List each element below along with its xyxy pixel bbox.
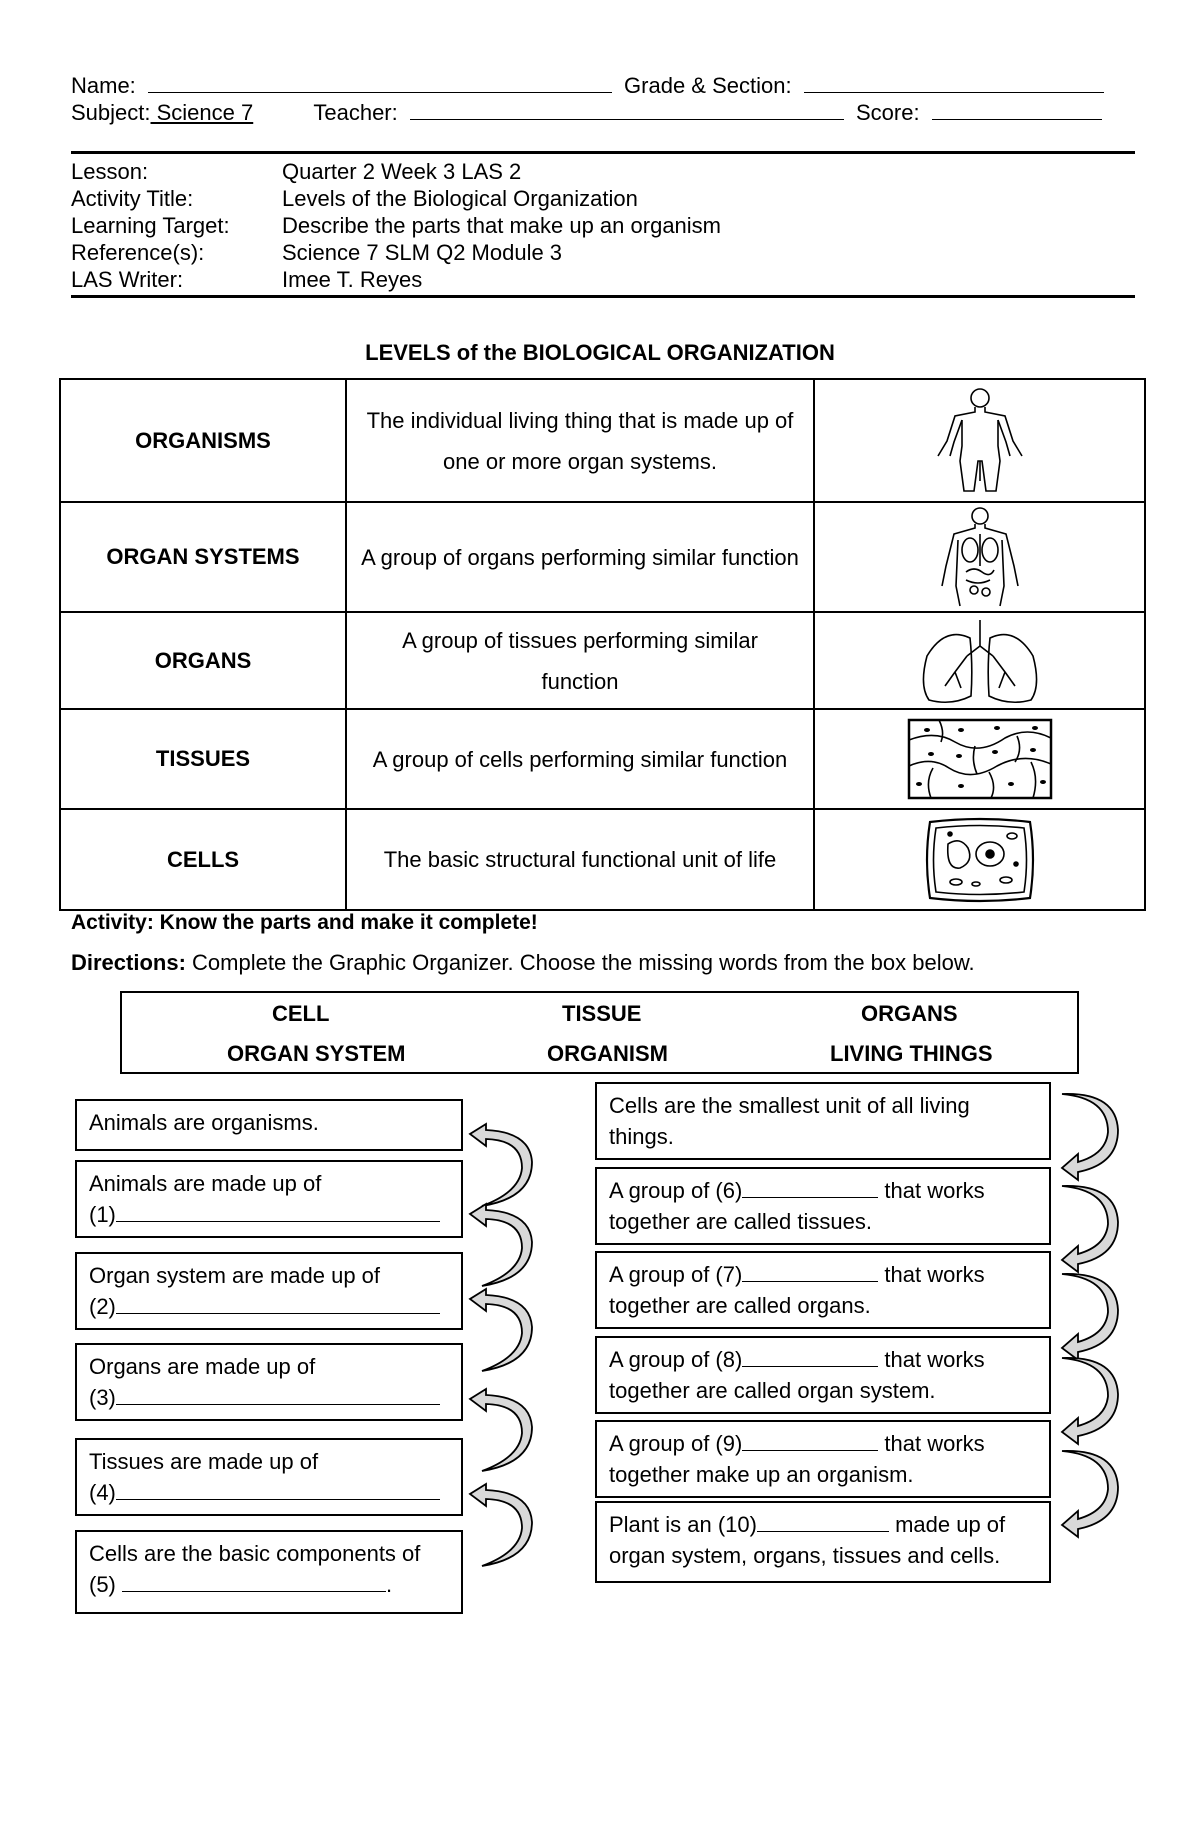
box-text: that works (878, 1178, 985, 1203)
organ-system-icon (930, 506, 1030, 608)
answer-blank-3[interactable] (116, 1384, 440, 1405)
box-text: A group of (8) (609, 1347, 743, 1372)
curved-arrow-up-icon (466, 1470, 546, 1570)
activity-title-label: Activity Title: (71, 186, 194, 211)
picture-cell (814, 379, 1145, 502)
teacher-field[interactable] (410, 99, 844, 120)
word-option: ORGANS (861, 1001, 958, 1026)
table-row (60, 809, 1145, 910)
table-row (60, 709, 1145, 809)
answer-blank-10[interactable] (757, 1511, 889, 1532)
lesson-value: Quarter 2 Week 3 LAS 2 (282, 159, 522, 184)
organizer-box (595, 1420, 1051, 1498)
organizer-box (595, 1251, 1051, 1329)
levels-table (59, 378, 1146, 911)
divider-bottom (71, 295, 1135, 298)
box-text: Plant is an (10) (609, 1512, 757, 1537)
organizer-box (595, 1501, 1051, 1583)
box-text: together make up an organism. (609, 1462, 914, 1487)
picture-cell (814, 612, 1145, 709)
word-option: ORGANISM (547, 1041, 668, 1066)
box-text: together are called organ system. (609, 1378, 936, 1403)
box-text: made up of (888, 1512, 1006, 1537)
level-description: The basic structural functional unit of life (346, 809, 814, 910)
blank-number: (1) (89, 1202, 116, 1227)
level-name: ORGANISMS (60, 379, 346, 502)
answer-blank-1[interactable] (116, 1201, 440, 1222)
level-description: A group of organs performing similar function (346, 502, 814, 612)
curved-arrow-up-icon (466, 1275, 546, 1375)
answer-blank-6[interactable] (742, 1177, 878, 1198)
picture-cell (814, 809, 1145, 910)
box-text: together are called organs. (609, 1293, 871, 1318)
organizer-box (595, 1336, 1051, 1414)
box-text: . (386, 1572, 393, 1597)
word-box (120, 991, 1079, 1074)
score-field[interactable] (932, 99, 1102, 120)
human-body-icon (920, 386, 1040, 496)
writer-value: Imee T. Reyes (282, 267, 423, 292)
word-option: CELL (272, 1001, 330, 1026)
box-text: organ system, organs, tissues and cells. (609, 1543, 1001, 1568)
organizer-box (595, 1082, 1051, 1160)
organizer-box (75, 1252, 463, 1330)
level-description: The individual living thing that is made up of one or more organ systems. (346, 379, 814, 502)
organizer-box (75, 1160, 463, 1238)
box-text: Cells are the smallest unit of all living (609, 1093, 970, 1118)
activity-title: Activity: Know the parts and make it complete! (71, 911, 538, 934)
box-text: Animals are organisms. (89, 1110, 319, 1135)
box-text: things. (609, 1124, 674, 1149)
answer-blank-8[interactable] (742, 1346, 878, 1367)
box-text: A group of (7) (609, 1262, 743, 1287)
organizer-box (75, 1099, 463, 1151)
box-text: Cells are the basic components of (89, 1541, 421, 1566)
grade-section-field[interactable] (804, 72, 1104, 93)
writer-label: LAS Writer: (71, 267, 184, 292)
organizer-box (75, 1438, 463, 1516)
tissue-icon (905, 716, 1055, 802)
table-row (60, 502, 1145, 612)
directions-label: Directions: (71, 950, 186, 975)
organizer-box (75, 1343, 463, 1421)
references-value: Science 7 SLM Q2 Module 3 (282, 240, 563, 265)
table-row (60, 612, 1145, 709)
curved-arrow-down-icon (1056, 1352, 1126, 1448)
references-label: Reference(s): (71, 240, 205, 265)
cell-icon (920, 814, 1040, 906)
directions-text: Complete the Graphic Organizer. Choose the missing words from the box below. (185, 950, 975, 975)
table-title: LEVELS of the BIOLOGICAL ORGANIZATION (365, 340, 835, 365)
learning-target-label: Learning Target: (71, 213, 230, 238)
grade-label: Grade & Section: (624, 73, 792, 98)
curved-arrow-down-icon (1056, 1268, 1126, 1364)
directions (71, 950, 975, 976)
blank-number: (5) (89, 1572, 122, 1597)
subject-line (71, 99, 1102, 126)
picture-cell (814, 502, 1145, 612)
word-option: TISSUE (562, 1001, 642, 1026)
level-name: TISSUES (60, 709, 346, 809)
box-text: Tissues are made up of (89, 1449, 319, 1474)
box-text: that works (878, 1347, 985, 1372)
level-name: ORGAN SYSTEMS (60, 502, 346, 612)
activity-title-value: Levels of the Biological Organization (282, 186, 638, 211)
curved-arrow-up-icon (466, 1375, 546, 1475)
curved-arrow-down-icon (1056, 1180, 1126, 1276)
picture-cell (814, 709, 1145, 809)
word-option: LIVING THINGS (830, 1041, 993, 1066)
subject-label: Subject: (71, 100, 151, 125)
box-text: A group of (9) (609, 1431, 743, 1456)
box-text: that works (878, 1262, 985, 1287)
answer-blank-9[interactable] (742, 1430, 878, 1451)
divider-top (71, 151, 1135, 154)
subject-value: Science 7 (150, 100, 254, 125)
lungs-icon (915, 616, 1045, 706)
box-text: that works (878, 1431, 985, 1456)
blank-number: (3) (89, 1385, 116, 1410)
word-option: ORGAN SYSTEM (227, 1041, 406, 1066)
answer-blank-5[interactable] (122, 1571, 386, 1592)
learning-target-value: Describe the parts that make up an organism (282, 213, 722, 238)
blank-number: (4) (89, 1480, 116, 1505)
curved-arrow-down-icon (1056, 1088, 1126, 1184)
organizer-box (595, 1167, 1051, 1245)
box-text: Animals are made up of (89, 1171, 322, 1196)
name-field[interactable] (148, 72, 612, 93)
box-text: A group of (6) (609, 1178, 743, 1203)
level-name: CELLS (60, 809, 346, 910)
score-label: Score: (856, 100, 920, 125)
level-description: A group of cells performing similar function (346, 709, 814, 809)
box-text: together are called tissues. (609, 1209, 872, 1234)
answer-blank-4[interactable] (116, 1479, 440, 1500)
curved-arrow-down-icon (1056, 1445, 1126, 1541)
teacher-label: Teacher: (313, 100, 398, 125)
answer-blank-2[interactable] (116, 1293, 440, 1314)
lesson-label: Lesson: (71, 159, 149, 184)
organizer-box (75, 1530, 463, 1614)
blank-number: (2) (89, 1294, 116, 1319)
box-text: Organ system are made up of (89, 1263, 381, 1288)
name-line (71, 72, 1104, 99)
table-row (60, 379, 1145, 502)
box-text: Organs are made up of (89, 1354, 316, 1379)
level-description: A group of tissues performing similar function (346, 612, 814, 709)
name-label: Name: (71, 73, 136, 98)
level-name: ORGANS (60, 612, 346, 709)
answer-blank-7[interactable] (742, 1261, 878, 1282)
